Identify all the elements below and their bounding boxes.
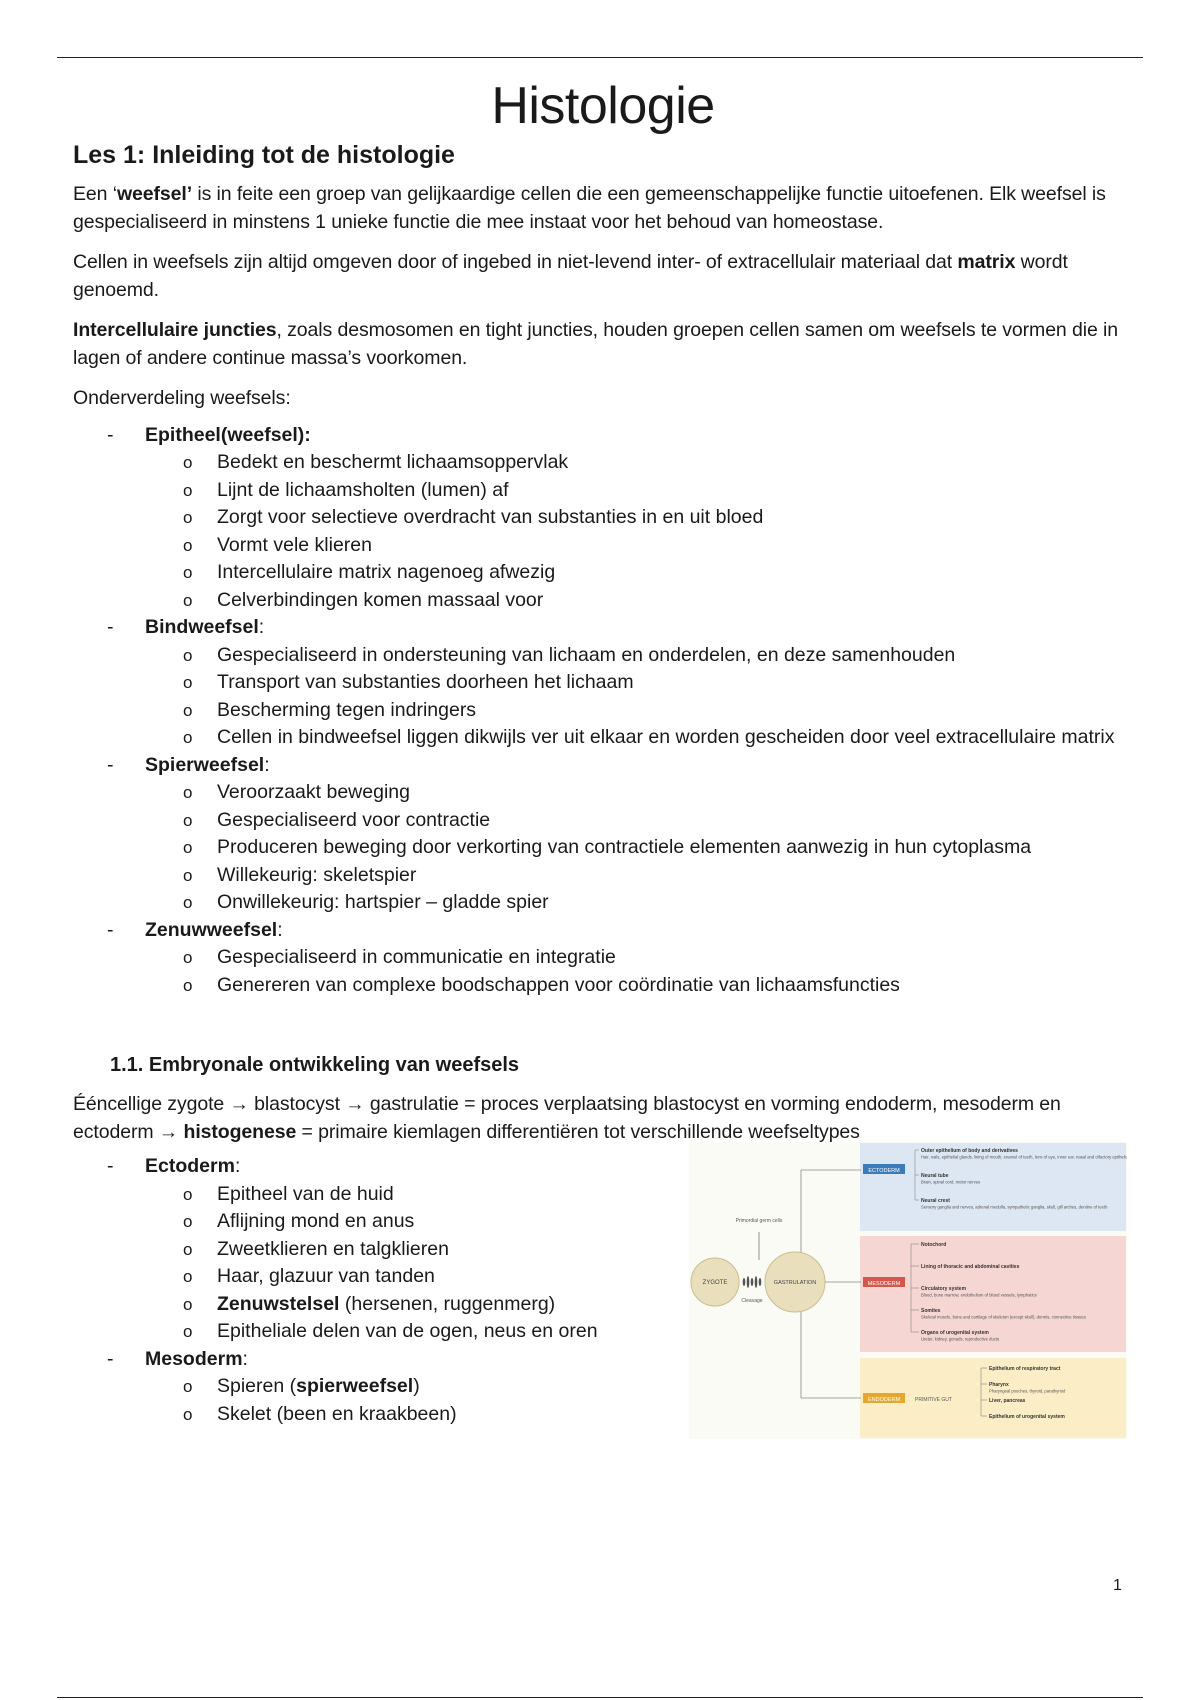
endoderm-label: ENDODERM <box>867 1397 901 1403</box>
endoderm-item-title: Liver, pancreas <box>989 1398 1026 1404</box>
property-text: Intercellulaire matrix nagenoeg afwezig <box>217 561 556 583</box>
tissue-item <box>73 917 1133 1000</box>
ectoderm-item-desc: Brain, spinal cord, motor nerves <box>921 1179 981 1185</box>
property-text: Gespecialiseerd in communicatie en integratie <box>217 946 616 968</box>
tissue-list <box>73 422 1133 1000</box>
property-text: Celverbindingen komen massaal voor <box>217 588 544 611</box>
document-page <box>73 74 1133 1428</box>
property-text: Vormt vele klieren <box>217 533 372 556</box>
tissue-name: Epitheel(weefsel): <box>145 423 311 446</box>
property-item <box>73 559 1133 587</box>
property-text: Lijnt de lichaamsholten (lumen) af <box>217 478 509 501</box>
mesoderm-item-title: Somites <box>921 1308 941 1314</box>
dash-marker: - <box>107 753 114 776</box>
derivative-pre: Epitheliale delen van de ogen, neus en oren <box>217 1320 598 1342</box>
bullet-marker: o <box>183 1377 193 1396</box>
bullet-marker: o <box>183 1404 193 1424</box>
dash-marker: - <box>107 1155 114 1177</box>
page-number: 1 <box>1113 1577 1122 1594</box>
derivative-pre: Aflijning mond en anus <box>217 1210 415 1232</box>
paragraph-matrix: Cellen in weefsels zijn altijd omgeven door of ingebed in niet-levend inter- of extracellulair materiaal dat matrix wordt genoemd. <box>73 251 1068 301</box>
bottom-rule <box>57 1697 1143 1698</box>
property-item <box>73 587 1133 615</box>
bullet-marker: o <box>183 838 193 857</box>
section-heading-1-1: 1.1. Embryonale ontwikkeling van weefsels <box>110 1054 520 1076</box>
germ-layer-suffix: : <box>242 1347 248 1370</box>
tissue-item <box>73 614 1133 752</box>
bullet-marker: o <box>183 1212 193 1231</box>
top-rule <box>57 57 1143 58</box>
property-item <box>73 779 1133 807</box>
paragraph-weefsel: Een ‘weefsel’ is in feite een groep van gelijkaardige cellen die een gemeenschappelijke functie uitoefenen. Elk weefsel is gespecialiseerd in minstens 1 unieke functie die mee instaat voor het behoud van homeostase. <box>73 183 1106 233</box>
endoderm-item-title: Pharynx <box>989 1382 1009 1388</box>
germ-layer-name: Mesoderm <box>145 1347 243 1370</box>
derivative-pre: Spieren ( <box>217 1375 297 1397</box>
derivative-post: ) <box>413 1375 420 1397</box>
bullet-marker: o <box>183 673 193 692</box>
property-item <box>73 504 1133 532</box>
derivative-pre: Skelet (been en kraakbeen) <box>217 1402 457 1425</box>
tissue-properties <box>73 642 1133 752</box>
tissue-suffix: : <box>277 918 283 941</box>
bullet-marker: o <box>183 893 193 912</box>
property-text: Bescherming tegen indringers <box>217 698 477 721</box>
cleavage-mark <box>755 1276 758 1288</box>
ectoderm-item-title: Outer epithelium of body and derivatives <box>921 1148 1018 1154</box>
mesoderm-item-desc: Skeletal muscle, bone and cartilage of skeleton (except skull), dermis, connective tissues <box>921 1314 1086 1320</box>
bullet-marker: o <box>183 728 193 747</box>
bullet-marker: o <box>183 1184 193 1204</box>
tissue-suffix: : <box>258 616 265 638</box>
bullet-marker: o <box>183 783 193 802</box>
derivative-pre: Epitheel van de huid <box>217 1182 394 1205</box>
derivative-post: (hersenen, ruggenmerg) <box>339 1292 556 1315</box>
bullet-marker: o <box>183 480 193 500</box>
cleavage-mark <box>759 1278 762 1286</box>
mesoderm-item-title: Circulatory system <box>921 1286 967 1292</box>
endoderm-item-desc: Pharyngeal pouches, thyroid, parathyroid <box>989 1388 1066 1394</box>
property-text: Transport van substanties doorheen het lichaam <box>217 671 634 693</box>
tissue-name: Bindweefsel <box>145 616 259 638</box>
derivative-pre: Haar, glazuur van tanden <box>217 1265 435 1287</box>
cleavage-label: Cleavage <box>741 1298 763 1304</box>
property-item <box>73 889 1133 917</box>
primitive-gut-label: PRIMITIVE GUT <box>915 1397 952 1403</box>
property-text: Cellen in bindweefsel liggen dikwijls ver uit elkaar en worden gescheiden door veel extracellulaire matrix <box>217 726 1115 748</box>
paragraph-onderverdeling: Onderverdeling weefsels: <box>73 387 291 409</box>
property-text: Zorgt voor selectieve overdracht van substanties in en uit bloed <box>217 506 764 528</box>
bullet-marker: o <box>183 810 193 830</box>
ectoderm-item-title: Neural crest <box>921 1198 950 1204</box>
derivative-bold: Zenuwstelsel <box>217 1292 340 1315</box>
property-text: Gespecialiseerd in ondersteuning van lichaam en onderdelen, en deze samenhouden <box>217 643 956 666</box>
tissue-name: Spierweefsel <box>145 753 265 776</box>
ectoderm-item-desc: Sensory ganglia and nerves, adrenal medulla, sympathetic ganglia, skull, gill arches, dentine of teeth <box>921 1204 1108 1210</box>
property-text: Produceren beweging door verkorting van contractiele elementen aanwezig in hun cytoplasma <box>217 836 1032 858</box>
cleavage-mark <box>747 1276 750 1288</box>
dash-marker: - <box>107 423 114 446</box>
zygote-label: ZYGOTE <box>702 1280 728 1286</box>
bullet-marker: o <box>183 508 193 527</box>
germ-layer-diagram <box>689 1142 1127 1439</box>
property-item <box>73 972 1133 1000</box>
gastrulation-label: GASTRULATION <box>773 1280 817 1286</box>
mesoderm-item-desc: Blood, bone marrow, endothelium of blood vessels, lymphatics <box>921 1292 1037 1298</box>
property-item <box>73 449 1133 477</box>
endoderm-item-title: Epithelium of respiratory tract <box>989 1366 1061 1372</box>
bullet-marker: o <box>183 1294 193 1314</box>
property-item <box>73 669 1133 697</box>
ectoderm-item-desc: Hair, nails, epithelial glands, lining of mouth, enamel of teeth, lens of eye, inner ear, nasal and olfactory epithelium <box>921 1154 1127 1160</box>
cleavage-mark <box>743 1278 746 1286</box>
derivative-pre: Zweetklieren en talgklieren <box>217 1237 449 1260</box>
mesoderm-item-title: Lining of thoracic and abdominal cavities <box>921 1264 1020 1270</box>
derivative-bold: spierweefsel <box>296 1375 414 1397</box>
bullet-marker: o <box>183 563 193 582</box>
property-item <box>73 944 1133 972</box>
bullet-marker: o <box>183 948 193 967</box>
tissue-item <box>73 422 1133 615</box>
tissue-name: Zenuwweefsel <box>145 918 278 941</box>
dash-marker: - <box>107 918 114 941</box>
germ-layer-suffix: : <box>234 1155 241 1177</box>
property-item <box>73 862 1133 890</box>
bullet-marker: o <box>183 590 193 610</box>
ectoderm-item-title: Neural tube <box>921 1173 949 1179</box>
property-item <box>73 532 1133 560</box>
bullet-marker: o <box>183 1267 193 1286</box>
bullet-marker: o <box>183 700 193 720</box>
paragraph-juncties: Intercellulaire juncties, zoals desmosomen en tight juncties, houden groepen cellen samen om weefsels te vormen die in lagen of andere continue massa’s voorkomen. <box>73 319 1119 369</box>
property-item <box>73 807 1133 835</box>
bullet-marker: o <box>183 1239 193 1259</box>
mesoderm-item-title: Notochord <box>921 1242 947 1248</box>
lesson-heading: Les 1: Inleiding tot de histologie <box>73 141 455 169</box>
primordial-label: Primordial germ cells <box>735 1218 783 1224</box>
tissue-properties <box>73 779 1133 917</box>
germ-layer-name: Ectoderm <box>145 1155 235 1177</box>
germ-layer-figure <box>689 1142 1127 1439</box>
bullet-marker: o <box>183 645 193 665</box>
ectoderm-label: ECTODERM <box>868 1168 900 1174</box>
property-item <box>73 834 1133 862</box>
bullet-marker: o <box>183 865 193 885</box>
property-item <box>73 697 1133 725</box>
bullet-marker: o <box>183 1322 193 1341</box>
dash-marker: - <box>107 1347 114 1370</box>
tissue-properties <box>73 449 1133 614</box>
property-text: Onwillekeurig: hartspier – gladde spier <box>217 891 549 913</box>
bullet-marker: o <box>183 535 193 555</box>
tissue-properties <box>73 944 1133 999</box>
bullet-marker: o <box>183 975 193 995</box>
mesoderm-label: MESODERM <box>867 1281 901 1287</box>
property-text: Gespecialiseerd voor contractie <box>217 808 491 831</box>
document-title: Histologie <box>491 77 715 135</box>
mesoderm-item-title: Organs of urogenital system <box>921 1330 989 1336</box>
mesoderm-item-desc: Ureter, kidney, gonads, reproductive ducts <box>921 1336 1000 1342</box>
dash-marker: - <box>107 616 114 638</box>
paragraph-embryonale: Ééncellige zygote → blastocyst → gastrulatie = proces verplaatsing blastocyst en vorming endoderm, mesoderm en ectoderm → histogenese = primaire kiemlagen differentiëren tot verschillende weefseltypes <box>73 1093 1061 1143</box>
endoderm-item-title: Epithelium of urogenital system <box>989 1414 1065 1420</box>
property-text: Willekeurig: skeletspier <box>217 863 417 886</box>
property-item <box>73 724 1133 752</box>
cleavage-mark <box>751 1278 754 1286</box>
property-item <box>73 477 1133 505</box>
property-item <box>73 642 1133 670</box>
bullet-marker: o <box>183 453 193 472</box>
property-text: Bedekt en beschermt lichaamsoppervlak <box>217 451 569 473</box>
germ-layer-section <box>73 1148 1133 1428</box>
property-text: Veroorzaakt beweging <box>217 781 410 803</box>
tissue-suffix: : <box>264 753 270 776</box>
property-text: Genereren van complexe boodschappen voor coördinatie van lichaamsfuncties <box>217 973 900 996</box>
tissue-item <box>73 752 1133 917</box>
